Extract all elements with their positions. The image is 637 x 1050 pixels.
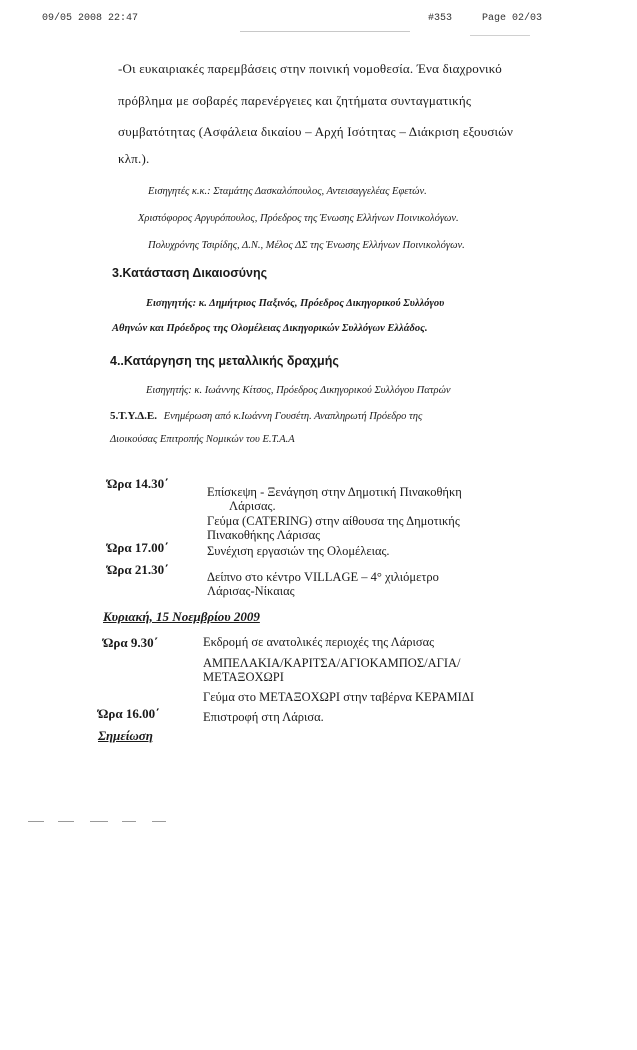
intro-line-1: -Οι ευκαιριακές παρεμβάσεις στην ποινική νομοθεσία. Ένα διαχρονικό <box>118 61 502 76</box>
speakers-line-1: Εισηγητές κ.κ.: Σταμάτης Δασκαλόπουλος, Αντεισαγγελέας Εφετών. <box>148 186 427 197</box>
section-4-line-1: Εισηγητής: κ. Ιωάννης Κίτσος, Πρόεδρος Δικηγορικού Συλλόγου Πατρών <box>146 385 451 396</box>
section-3-title: 3.Κατάσταση Δικαιοσύνης <box>112 266 268 280</box>
schedule-line: Εκδρομή σε ανατολικές περιοχές της Λάρισας <box>203 635 435 649</box>
schedule-line: Επίσκεψη - Ξενάγηση στην Δημοτική Πινακοθήκη <box>207 485 462 499</box>
speakers-line-2: Χριστόφορος Αργυρόπουλος, Πρόεδρος της Ένωσης Ελλήνων Ποινικολόγων. <box>138 213 459 224</box>
section-4-title: 4..Κατάργηση της μεταλλικής δραχμής <box>110 354 339 368</box>
schedule-line: ΑΜΠΕΛΑΚΙΑ/ΚΑΡΙΤΣΑ/ΑΓΙΟΚΑΜΠΟΣ/ΑΓΙΑ/ <box>203 656 461 670</box>
schedule-time: Ώρα 21.30΄ <box>107 562 169 577</box>
scan-artifact-line <box>58 821 74 822</box>
section-5-line-2: Διοικούσας Επιτροπής Νομικών του Ε.Τ.Α.Α <box>110 434 295 445</box>
section-5-label: 5.Τ.Υ.Δ.Ε. <box>110 410 157 422</box>
scan-artifact-line <box>470 35 530 36</box>
intro-line-3: συμβατότητας (Ασφάλεια δικαίου – Αρχή Ισότητας – Διάκριση εξουσιών <box>118 124 514 139</box>
intro-line-4: κλπ.). <box>118 151 150 166</box>
fax-job-number: #353 <box>428 13 453 24</box>
fax-datetime: 09/05 2008 22:47 <box>42 13 139 24</box>
scan-artifact-line <box>152 821 166 822</box>
scan-artifact-line <box>240 31 410 32</box>
scan-artifact-line <box>122 821 136 822</box>
schedule-line: Επιστροφή στη Λάρισα. <box>203 710 324 724</box>
schedule-line: Συνέχιση εργασιών της Ολομέλειας. <box>207 544 390 558</box>
schedule-time: Ώρα 16.00΄ <box>98 706 160 721</box>
section-5-update-text: Ενημέρωση από κ.Ιωάννη Γουσέτη. Αναπληρωτή Πρόεδρο της <box>163 411 423 422</box>
note-label: Σημείωση <box>98 728 153 743</box>
schedule-time: Ώρα 9.30΄ <box>103 635 158 650</box>
schedule-line: Πινακοθήκης Λάρισας <box>207 528 321 542</box>
schedule-line: Γεύμα στο ΜΕΤΑΞΟΧΩΡΙ στην ταβέρνα ΚΕΡΑΜΙΔΙ <box>203 690 475 704</box>
speakers-line-3: Πολυχρόνης Τσιρίδης, Δ.Ν., Μέλος ΔΣ της Ένωσης Ελλήνων Ποινικολόγων. <box>148 240 465 251</box>
schedule-line: Γεύμα (CATERING) στην αίθουσα της Δημοτικής <box>207 514 460 528</box>
schedule-line: Λάρισας. <box>229 499 276 513</box>
scan-artifact-line <box>90 821 108 822</box>
schedule-time: Ώρα 14.30΄ <box>107 476 169 491</box>
sunday-title: Κυριακή, 15 Νοεμβρίου 2009 <box>103 609 260 624</box>
section-3-line-1: Εισηγητής: κ. Δημήτριος Παξινός, Πρόεδρος Δικηγορικού Συλλόγου <box>146 298 445 309</box>
section-3-line-2: Αθηνών και Πρόεδρος της Ολομέλειας Δικηγορικών Συλλόγων Ελλάδος. <box>112 323 428 334</box>
schedule-time: Ώρα 17.00΄ <box>107 540 169 555</box>
section-5-line-1 <box>110 410 422 422</box>
fax-page-indicator: Page 02/03 <box>482 13 543 24</box>
schedule-line: Λάρισας-Νίκαιας <box>207 584 295 598</box>
schedule-line: Δείπνο στο κέντρο VILLAGE – 4° χιλιόμετρο <box>207 570 439 584</box>
schedule-line: ΜΕΤΑΞΟΧΩΡΙ <box>203 670 284 684</box>
scan-artifact-line <box>28 821 44 822</box>
intro-line-2: πρόβλημα με σοβαρές παρενέργειες και ζητήματα συνταγματικής <box>118 93 472 108</box>
